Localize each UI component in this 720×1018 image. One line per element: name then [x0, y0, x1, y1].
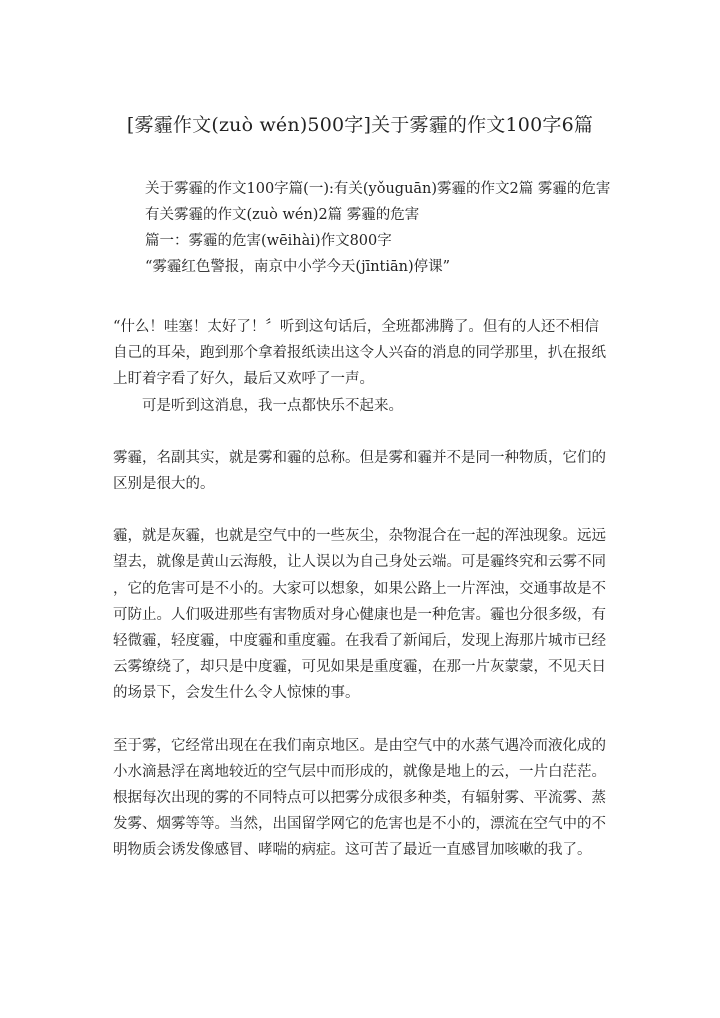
text-line: 雾霾，名副其实，就是雾和霾的总称。但是雾和霾并不是同一种物质，它们的	[113, 449, 606, 466]
text-line: 根据每次出现的雾的不同特点可以把雾分成很多种类，有辐射雾、平流雾、蒸	[113, 790, 606, 807]
text-line: 小水滴悬浮在离地较近的空气层中而形成的，就像是地上的云，一片白茫茫。	[113, 763, 606, 780]
text-line: 可防止。人们吸进那些有害物质对身心健康也是一种危害。霾也分很多级，有	[113, 606, 606, 623]
article-body	[113, 314, 613, 864]
paragraph-feeling	[113, 393, 613, 419]
text-line: ，它的危害可是不小的。大家可以想象，如果公路上一片浑浊，交通事故是不	[113, 580, 606, 597]
text-line: 上盯着字看了好久，最后又欢呼了一声。	[113, 371, 374, 388]
document-title: [雾霾作文(zuò wén)500字]关于雾霾的作文100字6篇	[126, 114, 594, 136]
meta-block	[145, 176, 665, 280]
paragraph-haze	[113, 523, 613, 706]
text-line: 轻微霾，轻度霾，中度霾和重度霾。在我看了新闻后，发现上海那片城市已经	[113, 633, 606, 650]
text-line: 云雾缭绕了，却只是中度霾，可见如果是重度霾，在那一片灰蒙蒙，不见天日	[113, 659, 606, 676]
paragraph-fog	[113, 733, 613, 864]
text-line: “什么！哇塞！太好了！〞听到这句话后，全班都沸腾了。但有的人还不相信	[113, 319, 599, 335]
text-line: 明物质会诱发像感冒、哮喘的病症。这可苦了最近一直感冒加咳嗽的我了。	[113, 842, 592, 859]
text-line: 可是听到这消息，我一点都快乐不起来。	[142, 397, 403, 414]
meta-line: “雾霾红色警报，南京中小学今天(jīntiān)停课”	[145, 259, 451, 275]
text-line: 的场景下，会发生什么令人惊悚的事。	[113, 685, 360, 702]
text-line: 区别是很大的。	[113, 476, 215, 493]
meta-line: 有关雾霾的作文(zuò wén)2篇 雾霾的危害	[145, 207, 420, 223]
text-line: 至于雾，它经常出现在在我们南京地区。是由空气中的水蒸气遇冷而液化成的	[113, 737, 606, 754]
meta-line: 关于雾霾的作文100字篇(一):有关(yǒuguān)雾霾的作文2篇 雾霾的危害	[145, 181, 611, 197]
text-line: 霾，就是灰霾，也就是空气中的一些灰尘，杂物混合在一起的浑浊现象。远远	[113, 528, 606, 545]
text-line: 发雾、烟雾等等。当然，出国留学网它的危害也是不小的，漂流在空气中的不	[113, 816, 606, 833]
text-line: 自己的耳朵，跑到那个拿着报纸读出这令人兴奋的消息的同学那里，扒在报纸	[113, 345, 606, 362]
text-line: 望去，就像是黄山云海般，让人误以为自己身处云端。可是霾终究和云雾不同	[113, 554, 606, 571]
paragraph-definition	[113, 445, 613, 497]
paragraph-reaction	[113, 314, 613, 393]
meta-line: 篇一：雾霾的危害(wēihài)作文800字	[145, 233, 392, 249]
